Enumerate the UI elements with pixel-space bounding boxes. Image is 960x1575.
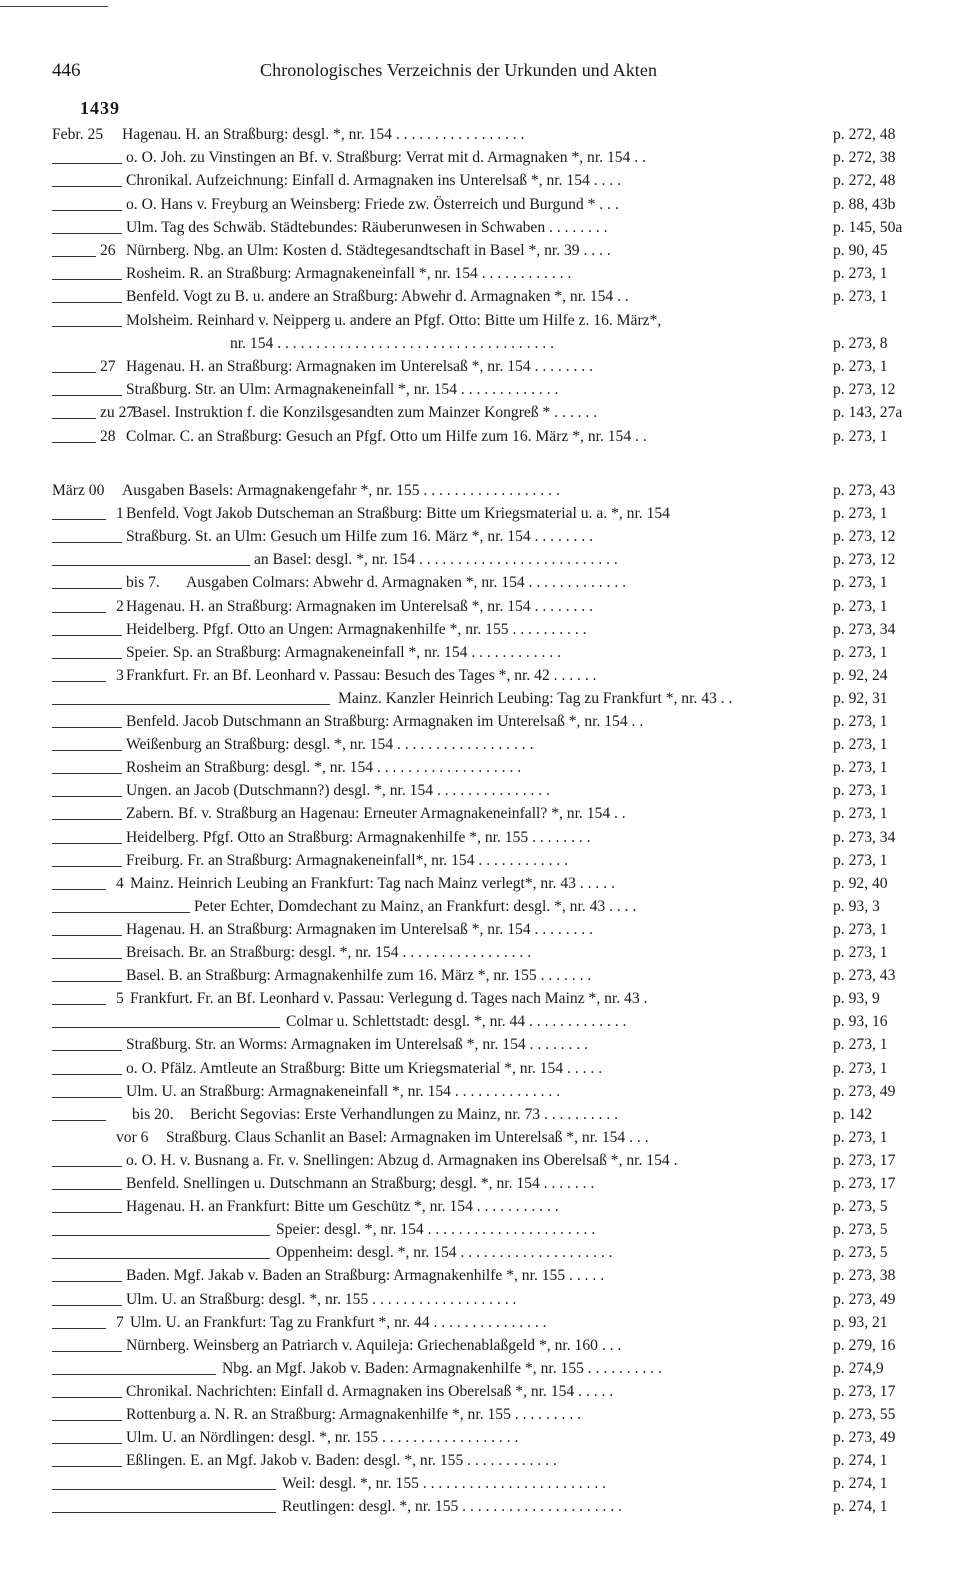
entry-row (0, 1011, 960, 1033)
entry-text: Nürnberg. Nbg. an Ulm: Kosten d. Städtegesandtschaft in Basel *, nr. 39 . . . . (126, 242, 611, 259)
ditto-dash (52, 302, 122, 303)
entry-date: 26 (100, 242, 116, 259)
entry-row (0, 988, 960, 1010)
ditto-dash (52, 1004, 106, 1005)
entry-text: Mainz. Kanzler Heinrich Leubing: Tag zu Frankfurt *, nr. 43 . . (338, 689, 733, 707)
entry-row (0, 379, 960, 401)
page-reference: p. 273, 12 (833, 528, 896, 546)
entry-text: Basel. B. an Straßburg: Armagnakenhilfe zum 16. März *, nr. 155 . . . . . . . (126, 967, 592, 985)
entry-text: o. O. H. v. Busnang a. Fr. v. Snellingen: Abzug d. Armagnaken ins Oberelsaß *, nr. 154 . (126, 1151, 678, 1169)
entry-text: Weißenburg an Straßburg: desgl. *, nr. 154 . . . . . . . . . . . . . . . . . . (126, 736, 534, 754)
entry-row (0, 711, 960, 733)
entry-text: Ulm. U. an Straßburg: Armagnakeneinfall *, nr. 154 . . . . . . . . . . . . . . (126, 1082, 561, 1100)
page-reference: p. 273, 1 (833, 288, 888, 306)
page-reference: p. 273, 1 (833, 1036, 888, 1054)
entry-row (0, 1427, 960, 1449)
entry-row (0, 665, 960, 687)
entry-text: Ulm. Tag des Schwäb. Städtebundes: Räuberunwesen in Schwaben . . . . . . . . (126, 218, 608, 236)
page-reference: p. 273, 34 (833, 620, 896, 638)
entry-text: Speier: desgl. *, nr. 154 . . . . . . . . . . . . . . . . . . . . . . (276, 1221, 596, 1239)
entry-row (0, 596, 960, 618)
page-reference: p. 274, 1 (833, 1475, 888, 1493)
entry-row (0, 734, 960, 756)
entry-date: 3 (116, 666, 124, 684)
ditto-dash (52, 372, 96, 373)
page-reference: p. 273, 1 (833, 736, 888, 754)
page-reference: p. 88, 43b (833, 195, 896, 213)
ditto-dash (52, 163, 122, 164)
entry-row (0, 919, 960, 941)
page-reference: p. 272, 48 (833, 126, 896, 143)
ditto-dash (52, 395, 122, 396)
entry-row (0, 194, 960, 216)
page-reference: p. 273, 17 (833, 1151, 896, 1169)
ditto-dash (52, 958, 122, 959)
ditto-dash (52, 442, 96, 443)
entry-row (0, 333, 960, 355)
ditto-dash (52, 1281, 122, 1282)
ditto-dash (52, 210, 122, 211)
entry-text: Straßburg. Str. an Worms: Armagnaken im Unterelsaß *, nr. 154 . . . . . . . . (126, 1036, 589, 1054)
ditto-dash (52, 1166, 122, 1167)
entry-row (0, 850, 960, 872)
ditto-dash (52, 704, 330, 705)
entry-row (0, 240, 960, 262)
ditto-dash (52, 1027, 280, 1028)
ditto-dash (52, 1189, 122, 1190)
entry-date: bis 7. (126, 574, 160, 592)
page-reference: p. 273, 1 (833, 1059, 888, 1077)
entry-date: 27 (100, 358, 116, 375)
ditto-dash (52, 981, 122, 982)
entry-row (0, 1381, 960, 1403)
entry-row (0, 402, 960, 424)
ditto-dash (52, 1328, 106, 1329)
entry-text: Weil: desgl. *, nr. 155 . . . . . . . . . . . . . . . . . . . . . . . . (282, 1475, 607, 1493)
entry-row (0, 1496, 960, 1518)
page-reference: p. 273, 1 (833, 574, 888, 592)
entry-text: Heidelberg. Pfgf. Otto an Straßburg: Armagnakenhilfe *, nr. 155 . . . . . . . . (126, 828, 591, 846)
page-reference: p. 145, 50a (833, 218, 903, 236)
page-reference: p. 273, 1 (833, 1128, 888, 1146)
running-head: Chronologisches Verzeichnis der Urkunden und Akten (260, 60, 658, 80)
entry-date: bis 20. (132, 1105, 174, 1123)
page-reference: p. 93, 21 (833, 1313, 888, 1331)
ditto-dash (52, 1397, 122, 1398)
entry-date: März 00 (52, 482, 105, 499)
ditto-dash (52, 935, 122, 936)
entry-text: Nbg. an Mgf. Jakob v. Baden: Armagnakenhilfe *, nr. 155 . . . . . . . . . . (222, 1359, 662, 1377)
page-reference: p. 273, 1 (833, 358, 888, 375)
page-reference: p. 90, 45 (833, 242, 888, 259)
page-reference: p. 279, 16 (833, 1336, 896, 1354)
ditto-dash (52, 1466, 122, 1467)
ditto-dash (52, 588, 122, 589)
entry-row (0, 1289, 960, 1311)
ditto-dash (52, 1443, 122, 1444)
entry-text: Chronikal. Nachrichten: Einfall d. Armagnaken ins Oberelsaß *, nr. 154 . . . . . (126, 1382, 614, 1400)
page-reference: p. 273, 1 (833, 944, 888, 961)
ditto-dash (52, 565, 250, 566)
entry-text: Eßlingen. E. an Mgf. Jakob v. Baden: desgl. *, nr. 155 . . . . . . . . . . . . (126, 1452, 557, 1470)
page-reference: p. 273, 43 (833, 967, 896, 985)
ditto-dash (52, 1512, 276, 1513)
top-rule (0, 6, 108, 7)
entry-text: Zabern. Bf. v. Straßburg an Hagenau: Erneuter Armagnakeneinfall? *, nr. 154 . . (126, 805, 626, 823)
entry-row (0, 1127, 960, 1149)
entry-text: Colmar. C. an Straßburg: Gesuch an Pfgf. Otto um Hilfe zum 16. März *, nr. 154 . . (126, 427, 647, 445)
entry-row (0, 263, 960, 285)
entry-row (0, 1104, 960, 1126)
ditto-dash (52, 256, 96, 257)
entry-text: Frankfurt. Fr. an Bf. Leonhard v. Passau: Verlegung d. Tages nach Mainz *, nr. 43 . (130, 990, 648, 1008)
entry-text: Ulm. U. an Nördlingen: desgl. *, nr. 155 . . . . . . . . . . . . . . . . . . (126, 1429, 519, 1447)
page-reference: p. 273, 1 (833, 265, 888, 283)
entry-text: an Basel: desgl. *, nr. 154 . . . . . . . . . . . . . . . . . . . . . . . . . . (254, 551, 618, 569)
entry-text: Benfeld. Vogt Jakob Dutscheman an Straßburg: Bitte um Kriegsmaterial u. a. *, nr. 154 (126, 505, 670, 523)
page-reference: p. 274, 1 (833, 1452, 888, 1470)
entry-text: Hagenau. H. an Straßburg: desgl. *, nr. 154 . . . . . . . . . . . . . . . . . (122, 126, 525, 143)
entry-row (0, 124, 960, 146)
page-reference: p. 273, 1 (833, 782, 888, 800)
entry-row (0, 170, 960, 192)
ditto-dash (52, 1305, 122, 1306)
ditto-dash (52, 1212, 122, 1213)
entry-text: Benfeld. Vogt zu B. u. andere an Straßburg: Abwehr d. Armagnaken *, nr. 154 . . (126, 288, 629, 306)
page-reference: p. 273, 34 (833, 828, 896, 846)
entry-text: Rottenburg a. N. R. an Straßburg: Armagnakenhilfe *, nr. 155 . . . . . . . . . (126, 1406, 582, 1423)
entry-row (0, 1335, 960, 1357)
entry-text: Peter Echter, Domdechant zu Mainz, an Frankfurt: desgl. *, nr. 43 . . . . (194, 897, 637, 915)
entry-row (0, 873, 960, 895)
entry-row (0, 503, 960, 525)
page-reference: p. 273, 1 (833, 427, 888, 445)
page-reference: p. 273, 49 (833, 1429, 896, 1447)
page-reference: p. 273, 55 (833, 1406, 896, 1423)
entry-text: Ulm. U. an Straßburg: desgl. *, nr. 155 . . . . . . . . . . . . . . . . . . . (126, 1290, 517, 1308)
entry-date: 1 (116, 505, 124, 523)
ditto-dash (52, 1351, 122, 1352)
page-reference: p. 273, 1 (833, 920, 888, 938)
page-reference: p. 273, 8 (833, 334, 888, 352)
entry-text: Ausgaben Basels: Armagnakengefahr *, nr. 155 . . . . . . . . . . . . . . . . . . (122, 482, 560, 499)
entry-row (0, 1081, 960, 1103)
entry-text: Heidelberg. Pfgf. Otto an Ungen: Armagnakenhilfe *, nr. 155 . . . . . . . . . . (126, 620, 587, 638)
entry-text: Rosheim an Straßburg: desgl. *, nr. 154 . . . . . . . . . . . . . . . . . . . (126, 759, 522, 777)
entry-text: Hagenau. H. an Straßburg: Armagnaken im Unterelsaß *, nr. 154 . . . . . . . . (126, 358, 593, 375)
entry-row (0, 1312, 960, 1334)
page-reference: p. 274,9 (833, 1359, 884, 1377)
entry-row (0, 942, 960, 964)
ditto-dash (52, 912, 190, 913)
entry-text: Hagenau. H. an Straßburg: Armagnaken im Unterelsaß *, nr. 154 . . . . . . . . (126, 920, 593, 938)
entry-row (0, 688, 960, 710)
page-reference: p. 273, 43 (833, 482, 896, 499)
ditto-dash (52, 727, 122, 728)
page-reference: p. 273, 1 (833, 759, 888, 777)
entry-text: Nürnberg. Weinsberg an Patriarch v. Aquileja: Griechenablaßgeld *, nr. 160 . . . (126, 1336, 622, 1354)
entry-text: Benfeld. Snellingen u. Dutschmann an Straßburg; desgl. *, nr. 154 . . . . . . . (126, 1175, 595, 1192)
entry-text: Breisach. Br. an Straßburg: desgl. *, nr. 154 . . . . . . . . . . . . . . . . . (126, 944, 532, 961)
entry-row (0, 426, 960, 448)
page-reference: p. 273, 17 (833, 1382, 896, 1400)
entry-row (0, 1242, 960, 1264)
page-reference: p. 92, 31 (833, 689, 888, 707)
page-number: 446 (52, 60, 81, 81)
entry-text: Benfeld. Jacob Dutschmann an Straßburg: Armagnaken im Unterelsaß *, nr. 154 . . (126, 713, 644, 730)
entry-text: Basel. Instruktion f. die Konzilsgesandten zum Mainzer Kongreß * . . . . . . (132, 404, 598, 422)
entry-text: Reutlingen: desgl. *, nr. 155 . . . . . . . . . . . . . . . . . . . . . (282, 1498, 623, 1516)
entry-row (0, 1358, 960, 1380)
entry-row (0, 1265, 960, 1287)
entry-row (0, 1404, 960, 1426)
entry-date: 4 (116, 874, 124, 892)
ditto-dash (52, 635, 122, 636)
entry-text: Frankfurt. Fr. an Bf. Leonhard v. Passau: Besuch des Tages *, nr. 42 . . . . . . (126, 666, 597, 684)
ditto-dash (52, 519, 106, 520)
year-heading: 1439 (80, 98, 120, 118)
page-reference: p. 93, 3 (833, 897, 880, 915)
entry-row (0, 619, 960, 641)
ditto-dash (52, 796, 122, 797)
page-reference: p. 273, 1 (833, 643, 888, 661)
page-reference: p. 93, 16 (833, 1013, 888, 1031)
entry-row (0, 356, 960, 378)
page-reference: p. 273, 12 (833, 551, 896, 569)
entry-row (0, 572, 960, 594)
entry-row (0, 896, 960, 918)
entry-row (0, 480, 960, 502)
entry-text: Ausgaben Colmars: Abwehr d. Armagnaken *, nr. 154 . . . . . . . . . . . . . (186, 574, 627, 592)
entry-text: Straßburg. St. an Ulm: Gesuch um Hilfe zum 16. März *, nr. 154 . . . . . . . . (126, 528, 594, 546)
entry-text: o. O. Joh. zu Vinstingen an Bf. v. Straßburg: Verrat mit d. Armagnaken *, nr. 154 . . (126, 149, 646, 167)
page-reference: p. 274, 1 (833, 1498, 888, 1516)
page-reference: p. 272, 38 (833, 149, 896, 167)
entry-text: Bericht Segovias: Erste Verhandlungen zu Mainz, nr. 73 . . . . . . . . . . (190, 1105, 619, 1123)
ditto-dash (52, 1097, 122, 1098)
ditto-dash (52, 1235, 270, 1236)
entry-text: Mainz. Heinrich Leubing an Frankfurt: Tag nach Mainz verlegt*, nr. 43 . . . . . (130, 874, 615, 892)
ditto-dash (52, 1374, 216, 1375)
entry-row (0, 965, 960, 987)
entry-text: Freiburg. Fr. an Straßburg: Armagnakeneinfall*, nr. 154 . . . . . . . . . . . . (126, 851, 569, 869)
entry-text: o. O. Hans v. Freyburg an Weinsberg: Friede zw. Österreich und Burgund * . . . (126, 195, 619, 213)
page-reference: p. 273, 1 (833, 713, 888, 730)
entry-text: Rosheim. R. an Straßburg: Armagnakeneinfall *, nr. 154 . . . . . . . . . . . . (126, 265, 572, 283)
entry-date: zu 27 (100, 404, 135, 422)
entry-row (0, 757, 960, 779)
ditto-dash (52, 542, 122, 543)
entry-text: Colmar u. Schlettstadt: desgl. *, nr. 44 . . . . . . . . . . . . . (286, 1013, 627, 1031)
ditto-dash (52, 866, 122, 867)
page-reference: p. 273, 5 (833, 1198, 888, 1216)
entry-row (0, 1196, 960, 1218)
entry-row (0, 217, 960, 239)
page-reference: p. 273, 12 (833, 381, 896, 399)
page-reference: p. 273, 17 (833, 1175, 896, 1192)
ditto-dash (52, 612, 106, 613)
page-reference: p. 92, 24 (833, 666, 888, 684)
page-reference: p. 273, 1 (833, 505, 888, 523)
page-reference: p. 273, 1 (833, 851, 888, 869)
entry-text: Ulm. U. an Frankfurt: Tag zu Frankfurt *, nr. 44 . . . . . . . . . . . . . . . (130, 1313, 547, 1331)
entry-text: Hagenau. H. an Straßburg: Armagnaken im Unterelsaß *, nr. 154 . . . . . . . . (126, 597, 593, 615)
entry-text: Hagenau. H. an Frankfurt: Bitte um Geschütz *, nr. 154 . . . . . . . . . . . (126, 1198, 559, 1216)
page-reference: p. 273, 49 (833, 1290, 896, 1308)
entry-row (0, 526, 960, 548)
page-reference: p. 142 (833, 1105, 872, 1123)
page-reference: p. 273, 5 (833, 1221, 888, 1239)
entry-text: Chronikal. Aufzeichnung: Einfall d. Armagnaken ins Unterelsaß *, nr. 154 . . . . (126, 172, 622, 190)
page-reference: p. 273, 5 (833, 1244, 888, 1262)
entry-date: 2 (116, 597, 124, 615)
entry-row (0, 310, 960, 332)
page-reference: p. 273, 1 (833, 805, 888, 823)
entry-row (0, 803, 960, 825)
entry-text: Straßburg. Str. an Ulm: Armagnakeneinfall *, nr. 154 . . . . . . . . . . . . . (126, 381, 559, 399)
entry-row (0, 1450, 960, 1472)
ditto-dash (52, 658, 122, 659)
entry-date: Febr. 25 (52, 126, 104, 143)
page-reference: p. 92, 40 (833, 874, 888, 892)
entry-date: vor 6 (116, 1128, 149, 1146)
ditto-dash (52, 1489, 276, 1490)
ditto-dash (52, 186, 122, 187)
ditto-dash (52, 1050, 122, 1051)
entry-text: nr. 154 . . . . . . . . . . . . . . . . . . . . . . . . . . . . . . . . . . . . (230, 334, 555, 352)
ditto-dash (52, 1258, 270, 1259)
entry-text: Speier. Sp. an Straßburg: Armagnakeneinfall *, nr. 154 . . . . . . . . . . . . (126, 643, 561, 661)
entry-row (0, 1219, 960, 1241)
entry-date: 28 (100, 427, 116, 445)
entry-row (0, 286, 960, 308)
page-reference: p. 273, 49 (833, 1082, 896, 1100)
ditto-dash (52, 326, 122, 327)
entry-row (0, 780, 960, 802)
entry-text: Baden. Mgf. Jakab v. Baden an Straßburg: Armagnakenhilfe *, nr. 155 . . . . . (126, 1267, 605, 1285)
ditto-dash (52, 418, 96, 419)
ditto-dash (52, 1074, 122, 1075)
entry-text: Straßburg. Claus Schanlit an Basel: Armagnaken im Unterelsaß *, nr. 154 . . . (166, 1128, 649, 1146)
ditto-dash (52, 843, 122, 844)
ditto-dash (52, 889, 106, 890)
ditto-dash (52, 773, 122, 774)
ditto-dash (52, 819, 122, 820)
entry-text: Oppenheim: desgl. *, nr. 154 . . . . . . . . . . . . . . . . . . . . (276, 1244, 613, 1262)
ditto-dash (52, 233, 122, 234)
entry-date: 5 (116, 990, 124, 1008)
entry-row (0, 1034, 960, 1056)
page-reference: p. 273, 1 (833, 597, 888, 615)
entry-text: Ungen. an Jacob (Dutschmann?) desgl. *, nr. 154 . . . . . . . . . . . . . . . (126, 782, 550, 800)
page-reference: p. 273, 38 (833, 1267, 896, 1285)
ditto-dash (52, 681, 106, 682)
ditto-dash (52, 1420, 122, 1421)
ditto-dash (52, 279, 122, 280)
entry-date: 7 (116, 1313, 124, 1331)
entry-row (0, 1150, 960, 1172)
ditto-dash (52, 750, 122, 751)
entry-row (0, 549, 960, 571)
entry-row (0, 1058, 960, 1080)
entry-row (0, 147, 960, 169)
entry-row (0, 1173, 960, 1195)
ditto-dash (52, 1120, 106, 1121)
page-reference: p. 143, 27a (833, 404, 903, 422)
entry-row (0, 642, 960, 664)
entry-text: o. O. Pfälz. Amtleute an Straßburg: Bitte um Kriegsmaterial *, nr. 154 . . . . . (126, 1059, 603, 1077)
entry-text: Molsheim. Reinhard v. Neipperg u. andere an Pfgf. Otto: Bitte um Hilfe z. 16. März*, (126, 311, 662, 329)
page-reference: p. 272, 48 (833, 172, 896, 190)
entry-row (0, 827, 960, 849)
entry-row (0, 1473, 960, 1495)
page-reference: p. 93, 9 (833, 990, 880, 1008)
